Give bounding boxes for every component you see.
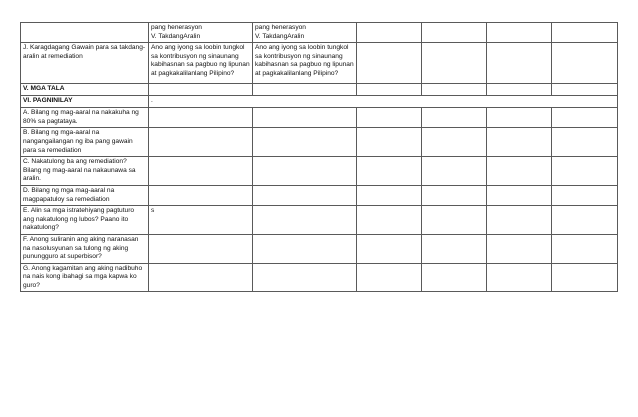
table-cell — [487, 108, 552, 128]
table-cell — [253, 185, 357, 205]
table-row — [21, 234, 618, 263]
table-cell — [422, 23, 487, 43]
table-cell — [357, 234, 422, 263]
table-cell — [487, 84, 552, 96]
table-cell — [552, 206, 618, 235]
table-cell — [487, 263, 552, 292]
lesson-log-table — [20, 22, 618, 292]
table-cell — [357, 84, 422, 96]
table-row — [21, 108, 618, 128]
table-cell — [422, 185, 487, 205]
row-label-cell: J. Karagdagang Gawain para sa takdang- aralin at remediation — [21, 43, 149, 84]
table-cell — [487, 23, 552, 43]
table-cell — [149, 108, 253, 128]
row-label-cell: A. Bilang ng mag-aaral na nakakuha ng 80% sa pagtataya. — [21, 108, 149, 128]
table-cell: . — [149, 96, 618, 108]
section-heading: VI. PAGNINILAY — [21, 96, 149, 108]
table-cell — [552, 185, 618, 205]
table-cell — [357, 157, 422, 186]
table-cell — [357, 43, 422, 84]
table-cell — [552, 128, 618, 157]
table-cell — [487, 185, 552, 205]
table-cell — [149, 157, 253, 186]
table-cell: s — [149, 206, 253, 235]
table-cell — [552, 263, 618, 292]
table-row — [21, 23, 618, 43]
table-row — [21, 84, 618, 96]
table-cell — [422, 157, 487, 186]
table-cell — [552, 157, 618, 186]
row-label-cell: G. Anong kagamitan ang aking nadibuho na nais kong ibahagi sa mga kapwa ko guro? — [21, 263, 149, 292]
table-row — [21, 206, 618, 235]
row-label-cell: B. Bilang ng mga-aaral na nangangailangan ng iba pang gawain para sa remediation — [21, 128, 149, 157]
table-cell — [487, 128, 552, 157]
table-cell — [357, 108, 422, 128]
table-cell — [253, 108, 357, 128]
table-cell — [253, 234, 357, 263]
table-cell: pang henerasyon V. TakdangAralin — [253, 23, 357, 43]
table-row — [21, 157, 618, 186]
row-label-cell: E. Alin sa mga istratehiyang pagtuturo ang nakatulong ng lubos? Paano ito nakatulong? — [21, 206, 149, 235]
table-cell: pang henerasyon V. TakdangAralin — [149, 23, 253, 43]
table-row — [21, 96, 618, 108]
table-cell — [253, 263, 357, 292]
table-cell — [357, 263, 422, 292]
table-row — [21, 128, 618, 157]
table-cell — [422, 206, 487, 235]
table-row — [21, 263, 618, 292]
table-cell: Ano ang iyong sa loobin tungkol sa kontribusyon ng sinaunang kabihasnan sa pagbuo ng lipunan at pagkakalilanlang Pilipino? — [149, 43, 253, 84]
table-cell — [357, 23, 422, 43]
table-cell — [422, 43, 487, 84]
table-cell — [487, 234, 552, 263]
table-cell — [149, 185, 253, 205]
table-cell: Ano ang iyong sa loobin tungkol sa kontribusyon ng sinaunang kabihasnan sa pagbuo ng lipunan at pagkakalilanlang Pilipino? — [253, 43, 357, 84]
table-cell — [149, 84, 253, 96]
table-cell — [357, 206, 422, 235]
row-label-cell: D. Bilang ng mga mag-aaral na magpapatuloy sa remediation — [21, 185, 149, 205]
table-cell — [552, 84, 618, 96]
section-heading: V. MGA TALA — [21, 84, 149, 96]
table-cell — [149, 128, 253, 157]
table-cell — [253, 157, 357, 186]
row-label-cell — [21, 23, 149, 43]
table-cell — [422, 263, 487, 292]
table-cell — [422, 108, 487, 128]
table-cell — [487, 43, 552, 84]
table-cell — [149, 234, 253, 263]
table-cell — [149, 263, 253, 292]
table-cell — [357, 128, 422, 157]
table-cell — [422, 128, 487, 157]
row-label-cell: F. Anong suliranin ang aking naranasan na nasolusyunan sa tulong ng aking punungguro at superbisor? — [21, 234, 149, 263]
table-cell — [552, 234, 618, 263]
table-cell — [253, 84, 357, 96]
table-cell — [253, 206, 357, 235]
table-cell — [253, 128, 357, 157]
table-cell — [552, 108, 618, 128]
table-cell — [552, 23, 618, 43]
table-cell — [487, 206, 552, 235]
table-row — [21, 43, 618, 84]
table-cell — [487, 157, 552, 186]
table-cell — [357, 185, 422, 205]
row-label-cell: C. Nakatulong ba ang remediation? Bilang ng mag-aaral na nakaunawa sa aralin. — [21, 157, 149, 186]
table-cell — [552, 43, 618, 84]
table-row — [21, 185, 618, 205]
table-cell — [422, 234, 487, 263]
table-cell — [422, 84, 487, 96]
